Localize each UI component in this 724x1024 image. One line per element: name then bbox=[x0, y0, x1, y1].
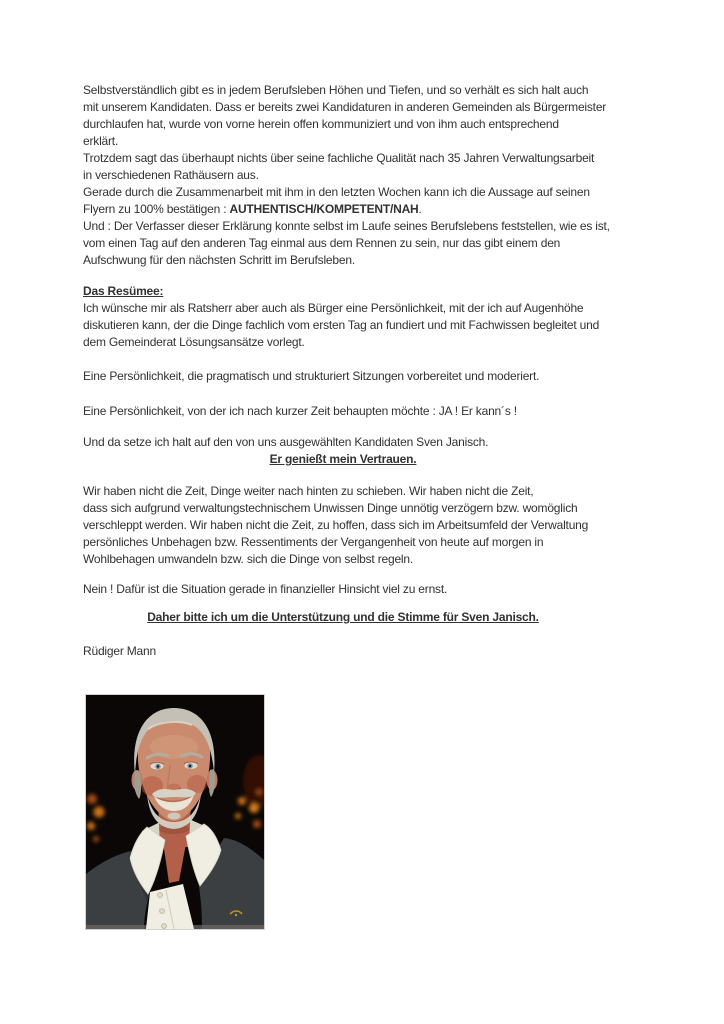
portrait-photo bbox=[85, 694, 265, 930]
signature: Rüdiger Mann bbox=[83, 644, 156, 658]
intro-line: vom einen Tag auf den anderen Tag einmal aus dem Rennen zu sein, nur das gibt einem den bbox=[83, 236, 561, 250]
shirt-button bbox=[160, 909, 165, 914]
choice-paragraph bbox=[83, 434, 637, 468]
bokeh-light bbox=[93, 836, 99, 842]
bokeh-light bbox=[249, 803, 259, 813]
finance-line: Nein ! Dafür ist die Situation gerade in finanzieller Hinsicht viel zu ernst. bbox=[83, 582, 448, 596]
mustache bbox=[152, 789, 196, 798]
personality-line: Eine Persönlichkeit, von der ich nach kurzer Zeit behaupten möchte : JA ! Er kann´s ! bbox=[83, 404, 517, 418]
intro-line: Selbstverständlich gibt es in jedem Berufsleben Höhen und Tiefen, und so verhält es sich halt auch bbox=[83, 83, 589, 97]
personality-paragraph-1 bbox=[83, 368, 637, 385]
intro-line: Und : Der Verfasser dieser Erklärung konnte selbst im Laufe seines Berufslebens feststellen, wie es ist, bbox=[83, 219, 610, 233]
portrait-photo-graphic bbox=[86, 695, 264, 929]
bokeh-light bbox=[253, 820, 261, 828]
letter-body bbox=[83, 82, 637, 660]
gold-emblem-dot bbox=[235, 914, 237, 916]
intro-line: Aufschwung für den nächsten Schritt im Berufsleben. bbox=[83, 253, 355, 267]
intro-line: Gerade durch die Zusammenarbeit mit ihm in den letzten Wochen kann ich die Aussage auf seinen bbox=[83, 185, 590, 199]
pupil-right bbox=[189, 765, 191, 767]
pupil-left bbox=[157, 765, 159, 767]
flyer-claim-line bbox=[83, 201, 637, 218]
appeal-paragraph bbox=[83, 609, 637, 626]
intro-paragraph bbox=[83, 82, 637, 269]
chin-beard-patch bbox=[168, 813, 181, 820]
bokeh-light bbox=[238, 797, 246, 805]
choice-line: Und da setze ich halt auf den von uns ausgewählten Kandidaten Sven Janisch. bbox=[83, 435, 489, 449]
personality-paragraph-2 bbox=[83, 403, 637, 420]
flyer-claim-bold: AUTHENTISCH/KOMPETENT/NAH bbox=[229, 202, 419, 216]
bokeh-light bbox=[94, 807, 105, 818]
urgency-line: Wir haben nicht die Zeit, Dinge weiter nach hinten zu schieben. Wir haben nicht die Zeit, bbox=[83, 484, 534, 498]
intro-line: mit unserem Kandidaten. Dass er bereits zwei Kandidaturen in anderen Gemeinden als Bürgermeister bbox=[83, 100, 607, 114]
flyer-claim-period: . bbox=[418, 202, 422, 216]
urgency-line: Wohlbehagen umwandeln bzw. sich die Dinge von selbst regeln. bbox=[83, 552, 413, 566]
wish-line: Ich wünsche mir als Ratsherr aber auch als Bürger eine Persönlichkeit, mit der ich auf Augenhöhe bbox=[83, 301, 584, 315]
appeal-statement: Daher bitte ich um die Unterstützung und die Stimme für Sven Janisch. bbox=[147, 610, 539, 624]
intro-line: erklärt. bbox=[83, 134, 119, 148]
urgency-line: persönliches Unbehagen bzw. Ressentiments der Vergangenheit von heute auf morgen in bbox=[83, 535, 544, 549]
bokeh-light bbox=[256, 789, 262, 795]
trust-statement: Er genießt mein Vertrauen. bbox=[269, 452, 417, 466]
flyer-claim-prefix: Flyern zu 100% bestätigen : bbox=[83, 202, 230, 216]
wish-line: dem Gemeinderat Lösungsansätze vorlegt. bbox=[83, 335, 305, 349]
resume-section bbox=[83, 283, 637, 300]
intro-line: Trotzdem sagt das überhaupt nichts über seine fachliche Qualität nach 35 Jahren Verwaltungsarbeit bbox=[83, 151, 595, 165]
signature-paragraph bbox=[83, 643, 637, 660]
finance-paragraph bbox=[83, 581, 637, 598]
urgency-line: dass sich aufgrund verwaltungstechnischem Unwissen Dinge unnötig verzögern bzw. womöglich bbox=[83, 501, 578, 515]
urgency-line: verschleppt werden. Wir haben nicht die Zeit, zu hoffen, dass sich im Arbeitsumfeld der Verwaltung bbox=[83, 518, 589, 532]
wish-paragraph bbox=[83, 300, 637, 351]
personality-line: Eine Persönlichkeit, die pragmatisch und strukturiert Sitzungen vorbereitet und moderiert. bbox=[83, 369, 540, 383]
bokeh-light bbox=[235, 813, 241, 819]
shirt-button bbox=[158, 893, 163, 898]
bokeh-light bbox=[87, 794, 97, 804]
resume-heading: Das Resümee: bbox=[83, 284, 164, 298]
wish-line: diskutieren kann, der die Dinge fachlich vom ersten Tag an fundiert und mit Fachwissen begleitet und bbox=[83, 318, 600, 332]
shirt-button bbox=[162, 924, 167, 929]
intro-line: durchlaufen hat, wurde von vorne herein offen kommuniziert und von ihm auch entsprechend bbox=[83, 117, 559, 131]
urgency-paragraph bbox=[83, 483, 637, 568]
bokeh-light bbox=[87, 822, 95, 830]
intro-line: in verschiedenen Rathäusern aus. bbox=[83, 168, 259, 182]
